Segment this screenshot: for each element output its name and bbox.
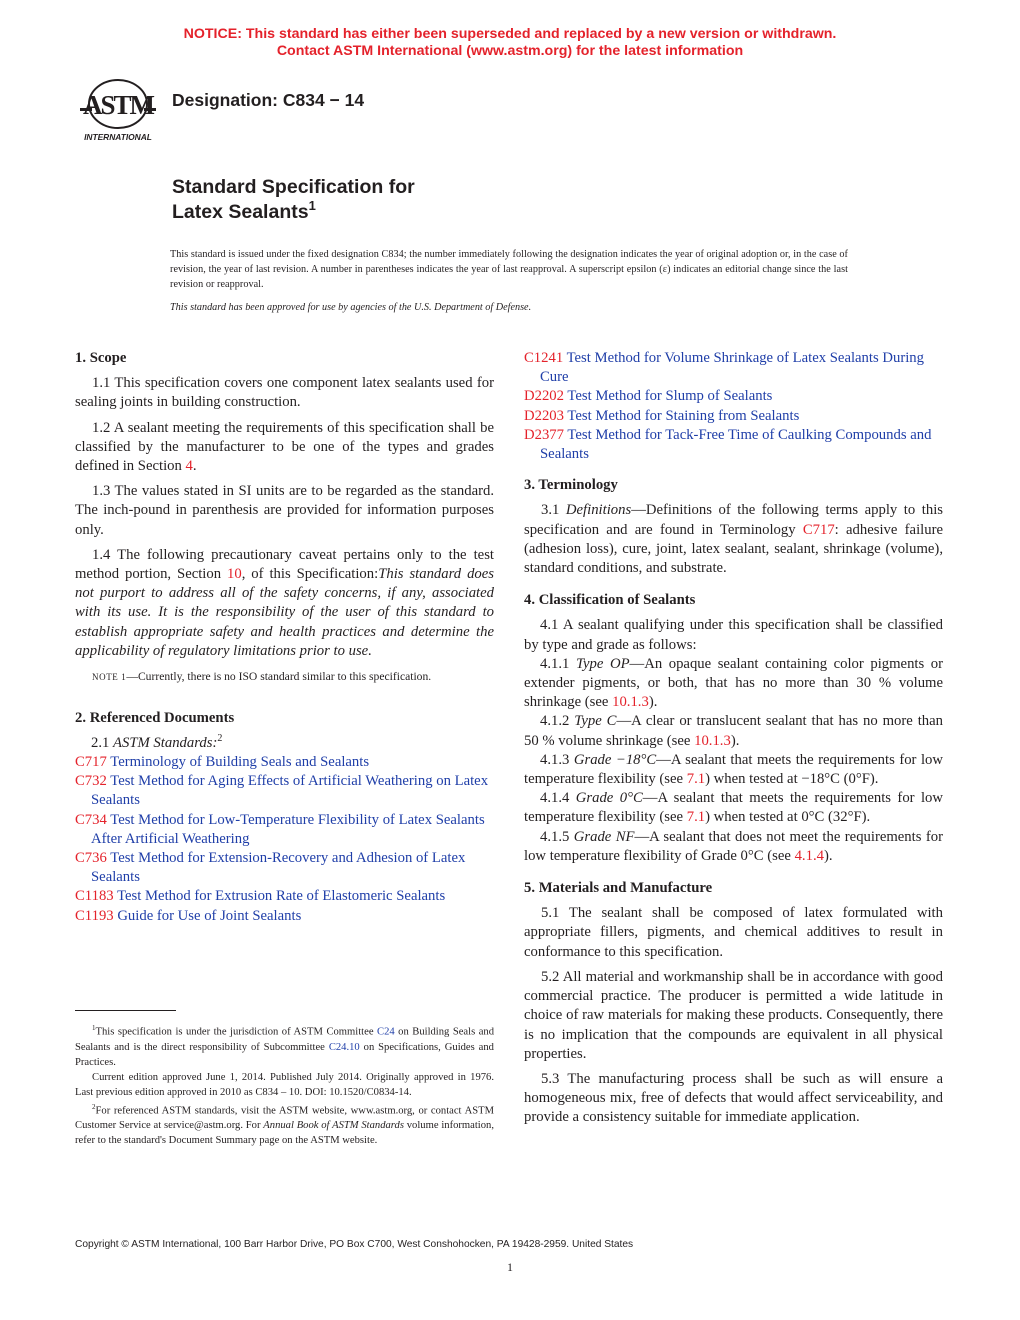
reference-title[interactable]: Guide for Use of Joint Sealants xyxy=(117,907,302,924)
section-4-1-3: 4.1.3 Grade −18°C—A sealant that meets the requirements for low temperature flexibility (see 7.1) when tested at −18°C (0°F). xyxy=(524,751,943,788)
section-10-1-3-link[interactable]: 10.1.3 xyxy=(612,694,649,711)
svg-text:INTERNATIONAL: INTERNATIONAL xyxy=(84,132,152,142)
section-5-1: 5.1 The sealant shall be composed of latex formulated with appropriate fillers, pigments, and chemical additives to result in conformance to this specification. xyxy=(524,905,943,960)
title-line-2: Latex Sealants$^1$ xyxy=(172,198,316,223)
right-column xyxy=(524,349,943,1134)
footnotes xyxy=(75,1021,494,1148)
section-1-4: 1.4 The following precautionary caveat pertains only to the test method portion, Section 10, of this Specification:This standard does not purport to address all of the safety concerns, if any, associated with its use. It is the responsibility of the user of this standard to establish appropriate safety and health practices and determine the applicability of regulatory limitations prior to use. xyxy=(75,546,494,659)
dod-approval: This standard has been approved for use by agencies of the U.S. Department of Defense. xyxy=(170,302,532,313)
reference-item[interactable] xyxy=(75,772,494,810)
reference-item[interactable] xyxy=(75,887,494,906)
section-5-3: 5.3 The manufacturing process shall be such as will ensure a homogeneous mix, free of defects that would affect serviceability, and provide a consistency suitable for immediate application. xyxy=(524,1070,943,1126)
section-1-2: 1.2 A sealant meeting the requirements of this specification shall be classified by the manufacturer to be one of the types and grades defined in Section 4. xyxy=(75,419,494,475)
reference-item[interactable] xyxy=(75,811,494,849)
reference-code[interactable]: C736 xyxy=(75,849,107,866)
reference-code[interactable]: D2202 xyxy=(524,388,564,405)
section-3-1: 3.1 Definitions—Definitions of the following terms apply to this specification and are found in Terminology C717: adhesive failure (adhesion loss), cure, joint, latex sealant, sealant, shrinkage (volume), standard conditions, and substrate. xyxy=(524,502,943,577)
reference-item[interactable] xyxy=(75,849,494,887)
section-heading-referenced-documents: 2. Referenced Documents xyxy=(75,709,235,726)
reference-code[interactable]: C1241 xyxy=(524,350,564,366)
supersede-notice xyxy=(0,26,1020,59)
section-7-1-link[interactable]: 7.1 xyxy=(686,771,706,788)
section-5-2: 5.2 All material and workmanship shall be in accordance with good commercial practice. The producer is permitted a wide latitude in choice of raw materials for making these products. Consequently, there is no implication that the compounds are equivalent in all physical properties. xyxy=(524,968,943,1062)
reference-title[interactable]: Test Method for Low-Temperature Flexibility of Latex Sealants After Artificial Weathering xyxy=(91,811,485,847)
note-label: NOTE 1 xyxy=(92,672,127,683)
reference-code[interactable]: D2377 xyxy=(524,426,564,443)
c717-link[interactable]: C717 xyxy=(802,521,835,538)
subcommittee-c24-10-link[interactable]: C24.10 xyxy=(328,1041,360,1053)
reference-code[interactable]: C717 xyxy=(75,753,107,770)
reference-code[interactable]: C1183 xyxy=(75,888,114,905)
reference-item[interactable] xyxy=(524,426,943,464)
preamble: This standard is issued under the fixed designation C834; the number immediately following the designation indicates the year of original adoption or, in the case of revision, the year of last revision. A number in parentheses indicates the year of last reapproval. A superscript epsilon (ε) indicates an editorial change since the last revision or reapproval. xyxy=(170,249,848,290)
svg-text:ASTM: ASTM xyxy=(82,90,154,120)
footnote-1-edition: Current edition approved June 1, 2014. Published July 2014. Originally approved in 1976. Last previous edition approved in 2010 as C834 – 10. DOI: 10.1520/C0834-14. xyxy=(75,1071,494,1098)
section-10-link[interactable]: 10 xyxy=(227,566,242,583)
left-reference-list xyxy=(75,753,494,926)
section-1-1: 1.1 This specification covers one component latex sealants used for sealing joints in building construction. xyxy=(75,375,494,411)
reference-title[interactable]: Terminology of Building Seals and Sealants xyxy=(110,753,370,770)
title-line-1: Standard Specification for xyxy=(172,176,415,198)
section-4-1-4: 4.1.4 Grade 0°C—A sealant that meets the requirements for low temperature flexibility (see 7.1) when tested at 0°C (32°F). xyxy=(524,790,943,826)
reference-title[interactable]: Test Method for Extension-Recovery and Adhesion of Latex Sealants xyxy=(91,849,466,886)
reference-code[interactable]: C732 xyxy=(75,773,107,790)
designation: Designation: C834 − 14 xyxy=(172,90,365,110)
document-title xyxy=(172,175,415,225)
reference-code[interactable]: C1193 xyxy=(75,907,114,924)
footnote-2: $^2$For referenced ASTM standards, visit the ASTM website, www.astm.org, or contact ASTM Customer Service at service@astm.org. For Annual Book of ASTM Standards volume information, refer to the standard's Document Summary page on the ASTM website. xyxy=(75,1102,494,1147)
reference-title[interactable]: Test Method for Volume Shrinkage of Latex Sealants During Cure xyxy=(540,350,924,386)
astm-logo xyxy=(72,74,164,146)
section-heading-scope: 1. Scope xyxy=(75,350,127,366)
section-4-1-1: 4.1.1 Type OP—An opaque sealant containing color pigments or extender pigments, or both, that has no more than 30 % volume shrinkage (see 10.1.3). xyxy=(524,655,944,711)
reference-title[interactable]: Test Method for Slump of Sealants xyxy=(567,388,773,405)
reference-item[interactable] xyxy=(524,349,943,387)
notice-line-2: Contact ASTM International (www.astm.org) for the latest information xyxy=(276,42,744,59)
right-reference-list xyxy=(524,349,943,464)
section-heading-materials: 5. Materials and Manufacture xyxy=(524,880,713,897)
section-4-1-5: 4.1.5 Grade NF—A sealant that does not meet the requirements for low temperature flexibility of Grade 0°C (see 4.1.4). xyxy=(524,828,943,864)
section-4-1-2: 4.1.2 Type C—A clear or translucent sealant that has no more than 50 % volume shrinkage (see 10.1.3). xyxy=(524,713,943,749)
section-heading-terminology: 3. Terminology xyxy=(524,477,618,494)
title-footnote-mark: 1 xyxy=(308,198,316,213)
notice-line-1: NOTICE: This standard has either been superseded and replaced by a new version or withdrawn. xyxy=(183,26,837,42)
section-1-3: 1.3 The values stated in SI units are to be regarded as the standard. The inch-pound in parenthesis are provided for information purposes only. xyxy=(75,483,494,538)
section-4-1: 4.1 A sealant qualifying under this specification shall be classified by type and grade as follows: xyxy=(524,617,943,653)
copyright: Copyright © ASTM International, 100 Barr Harbor Drive, PO Box C700, West Conshohocken, PA 19428-2959. United States xyxy=(75,1239,634,1250)
left-column xyxy=(75,349,494,926)
reference-title[interactable]: Test Method for Aging Effects of Artificial Weathering on Latex Sealants xyxy=(91,773,489,809)
page-number: 1 xyxy=(507,1260,513,1274)
reference-title[interactable]: Test Method for Tack-Free Time of Caulking Compounds and Sealants xyxy=(540,426,932,463)
reference-item[interactable] xyxy=(524,387,943,406)
reference-item[interactable] xyxy=(75,753,494,772)
reference-code[interactable]: C734 xyxy=(75,811,107,828)
committee-c24-link[interactable]: C24 xyxy=(377,1026,395,1038)
reference-code[interactable]: D2203 xyxy=(524,407,564,424)
reference-item[interactable] xyxy=(524,407,943,426)
section-4-1-4-link[interactable]: 4.1.4 xyxy=(794,847,824,864)
section-4-link[interactable]: 4 xyxy=(185,458,193,475)
reference-title[interactable]: Test Method for Extrusion Rate of Elastomeric Sealants xyxy=(117,888,446,905)
footnote-1: $^1$This specification is under the jurisdiction of ASTM Committee C24 on Building Seals and Sealants and is the direct responsibility of Subcommittee C24.10 on Specifications, Guides and Practices. xyxy=(75,1024,494,1068)
footnote-divider xyxy=(75,1010,176,1011)
section-2-1: 2.1 ASTM Standards:$^2$ xyxy=(91,732,223,751)
section-10-1-3-link[interactable]: 10.1.3 xyxy=(694,732,731,749)
section-7-1-link[interactable]: 7.1 xyxy=(686,809,706,826)
section-heading-classification: 4. Classification of Sealants xyxy=(524,592,696,609)
reference-title[interactable]: Test Method for Staining from Sealants xyxy=(567,407,800,424)
note-1: NOTE 1—Currently, there is no ISO standard similar to this specification. xyxy=(92,670,432,684)
reference-item[interactable] xyxy=(75,907,494,926)
